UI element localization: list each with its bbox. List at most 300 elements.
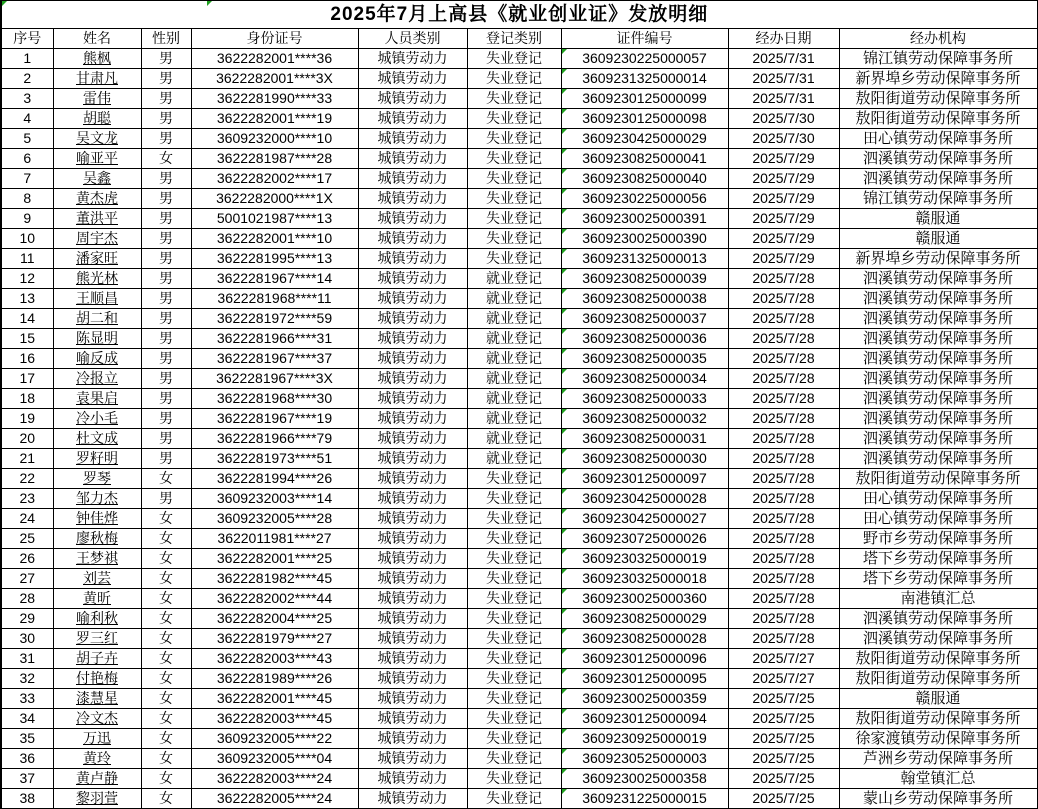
cell-gender[interactable]: 男 xyxy=(141,209,191,229)
cell-name[interactable]: 罗琴 xyxy=(53,469,141,489)
cell-agency[interactable]: 南港镇汇总 xyxy=(839,589,1037,609)
cell-handle-date[interactable]: 2025/7/27 xyxy=(728,649,839,669)
cell-handle-date[interactable]: 2025/7/28 xyxy=(728,609,839,629)
cell-id-number[interactable]: 3622281966****79 xyxy=(191,429,358,449)
cell-agency[interactable]: 芦洲乡劳动保障事务所 xyxy=(839,749,1037,769)
cell-id-number[interactable]: 3622282002****44 xyxy=(191,589,358,609)
cell-id-number[interactable]: 3609232005****22 xyxy=(191,729,358,749)
cell-person-type[interactable]: 城镇劳动力 xyxy=(358,369,467,389)
cell-gender[interactable]: 男 xyxy=(141,349,191,369)
cell-handle-date[interactable]: 2025/7/28 xyxy=(728,629,839,649)
cell-id-number[interactable]: 3609232005****28 xyxy=(191,509,358,529)
cell-id-number[interactable]: 3622281989****26 xyxy=(191,669,358,689)
cell-cert-number[interactable]: 3609230825000029 xyxy=(561,609,728,629)
cell-person-type[interactable]: 城镇劳动力 xyxy=(358,549,467,569)
cell-person-type[interactable]: 城镇劳动力 xyxy=(358,389,467,409)
cell-name[interactable]: 万迅 xyxy=(53,729,141,749)
cell-register-type[interactable]: 失业登记 xyxy=(467,529,561,549)
cell-id-number[interactable]: 3622282001****25 xyxy=(191,549,358,569)
cell-register-type[interactable]: 失业登记 xyxy=(467,469,561,489)
cell-cert-number[interactable]: 3609230125000098 xyxy=(561,109,728,129)
cell-agency[interactable]: 泗溪镇劳动保障事务所 xyxy=(839,409,1037,429)
cell-agency[interactable]: 泗溪镇劳动保障事务所 xyxy=(839,389,1037,409)
cell-seq[interactable]: 4 xyxy=(1,109,53,129)
cell-person-type[interactable]: 城镇劳动力 xyxy=(358,409,467,429)
sheet-title-cell[interactable] xyxy=(1,1,1037,29)
cell-handle-date[interactable]: 2025/7/28 xyxy=(728,469,839,489)
cell-person-type[interactable]: 城镇劳动力 xyxy=(358,569,467,589)
cell-agency[interactable]: 赣服通 xyxy=(839,229,1037,249)
cell-cert-number[interactable]: 3609230025000360 xyxy=(561,589,728,609)
cell-name[interactable]: 甘肃凡 xyxy=(53,69,141,89)
cell-person-type[interactable]: 城镇劳动力 xyxy=(358,89,467,109)
cell-register-type[interactable]: 就业登记 xyxy=(467,369,561,389)
cell-register-type[interactable]: 失业登记 xyxy=(467,69,561,89)
cell-person-type[interactable]: 城镇劳动力 xyxy=(358,209,467,229)
cell-person-type[interactable]: 城镇劳动力 xyxy=(358,609,467,629)
cell-cert-number[interactable]: 3609230125000099 xyxy=(561,89,728,109)
cell-id-number[interactable]: 3622281968****11 xyxy=(191,289,358,309)
cell-agency[interactable]: 敖阳街道劳动保障事务所 xyxy=(839,89,1037,109)
cell-register-type[interactable]: 失业登记 xyxy=(467,549,561,569)
cell-name[interactable]: 黄玲 xyxy=(53,749,141,769)
cell-person-type[interactable]: 城镇劳动力 xyxy=(358,189,467,209)
cell-name[interactable]: 黄杰虎 xyxy=(53,189,141,209)
cell-gender[interactable]: 女 xyxy=(141,689,191,709)
cell-cert-number[interactable]: 3609230225000057 xyxy=(561,49,728,69)
cell-seq[interactable]: 30 xyxy=(1,629,53,649)
column-header-5[interactable]: 人员类别 xyxy=(358,29,467,49)
cell-seq[interactable]: 20 xyxy=(1,429,53,449)
cell-name[interactable]: 喻利秋 xyxy=(53,609,141,629)
cell-gender[interactable]: 女 xyxy=(141,569,191,589)
cell-register-type[interactable]: 失业登记 xyxy=(467,649,561,669)
cell-id-number[interactable]: 5001021987****13 xyxy=(191,209,358,229)
cell-gender[interactable]: 女 xyxy=(141,769,191,789)
cell-gender[interactable]: 男 xyxy=(141,389,191,409)
cell-gender[interactable]: 男 xyxy=(141,89,191,109)
cell-id-number[interactable]: 3609232000****10 xyxy=(191,129,358,149)
cell-gender[interactable]: 男 xyxy=(141,329,191,349)
cell-agency[interactable]: 赣服通 xyxy=(839,689,1037,709)
cell-cert-number[interactable]: 3609230125000094 xyxy=(561,709,728,729)
column-header-8[interactable]: 经办日期 xyxy=(728,29,839,49)
cell-name[interactable]: 冷小毛 xyxy=(53,409,141,429)
cell-seq[interactable]: 24 xyxy=(1,509,53,529)
cell-agency[interactable]: 泗溪镇劳动保障事务所 xyxy=(839,309,1037,329)
cell-gender[interactable]: 男 xyxy=(141,169,191,189)
cell-id-number[interactable]: 3622281967****37 xyxy=(191,349,358,369)
cell-cert-number[interactable]: 3609230325000019 xyxy=(561,549,728,569)
cell-seq[interactable]: 8 xyxy=(1,189,53,209)
cell-id-number[interactable]: 3622282001****3X xyxy=(191,69,358,89)
cell-gender[interactable]: 女 xyxy=(141,649,191,669)
cell-seq[interactable]: 21 xyxy=(1,449,53,469)
cell-person-type[interactable]: 城镇劳动力 xyxy=(358,169,467,189)
cell-gender[interactable]: 女 xyxy=(141,709,191,729)
cell-handle-date[interactable]: 2025/7/31 xyxy=(728,89,839,109)
cell-register-type[interactable]: 失业登记 xyxy=(467,729,561,749)
cell-name[interactable]: 吴文龙 xyxy=(53,129,141,149)
cell-cert-number[interactable]: 3609230825000032 xyxy=(561,409,728,429)
cell-agency[interactable]: 敖阳街道劳动保障事务所 xyxy=(839,649,1037,669)
cell-seq[interactable]: 16 xyxy=(1,349,53,369)
cell-name[interactable]: 熊枫 xyxy=(53,49,141,69)
cell-id-number[interactable]: 3622282004****25 xyxy=(191,609,358,629)
cell-gender[interactable]: 女 xyxy=(141,669,191,689)
cell-person-type[interactable]: 城镇劳动力 xyxy=(358,689,467,709)
cell-seq[interactable]: 9 xyxy=(1,209,53,229)
cell-agency[interactable]: 田心镇劳动保障事务所 xyxy=(839,129,1037,149)
cell-name[interactable]: 黄昕 xyxy=(53,589,141,609)
column-header-2[interactable]: 姓名 xyxy=(53,29,141,49)
cell-name[interactable]: 钟佳烨 xyxy=(53,509,141,529)
cell-seq[interactable]: 22 xyxy=(1,469,53,489)
cell-person-type[interactable]: 城镇劳动力 xyxy=(358,309,467,329)
cell-seq[interactable]: 2 xyxy=(1,69,53,89)
cell-cert-number[interactable]: 3609230925000019 xyxy=(561,729,728,749)
cell-name[interactable]: 罗籽明 xyxy=(53,449,141,469)
cell-id-number[interactable]: 3622282000****1X xyxy=(191,189,358,209)
cell-gender[interactable]: 男 xyxy=(141,269,191,289)
cell-register-type[interactable]: 就业登记 xyxy=(467,269,561,289)
cell-id-number[interactable]: 3622281994****26 xyxy=(191,469,358,489)
cell-handle-date[interactable]: 2025/7/29 xyxy=(728,189,839,209)
cell-cert-number[interactable]: 3609230825000035 xyxy=(561,349,728,369)
cell-id-number[interactable]: 3622282003****45 xyxy=(191,709,358,729)
cell-gender[interactable]: 女 xyxy=(141,149,191,169)
cell-agency[interactable]: 蒙山乡劳动保障事务所 xyxy=(839,789,1037,809)
cell-agency[interactable]: 敖阳街道劳动保障事务所 xyxy=(839,469,1037,489)
cell-agency[interactable]: 泗溪镇劳动保障事务所 xyxy=(839,329,1037,349)
cell-name[interactable]: 陈显明 xyxy=(53,329,141,349)
cell-id-number[interactable]: 3622281979****27 xyxy=(191,629,358,649)
cell-person-type[interactable]: 城镇劳动力 xyxy=(358,229,467,249)
cell-handle-date[interactable]: 2025/7/28 xyxy=(728,349,839,369)
cell-id-number[interactable]: 3622281995****13 xyxy=(191,249,358,269)
cell-agency[interactable]: 敖阳街道劳动保障事务所 xyxy=(839,669,1037,689)
cell-name[interactable]: 熊光林 xyxy=(53,269,141,289)
cell-seq[interactable]: 33 xyxy=(1,689,53,709)
cell-agency[interactable]: 泗溪镇劳动保障事务所 xyxy=(839,289,1037,309)
cell-register-type[interactable]: 就业登记 xyxy=(467,449,561,469)
cell-cert-number[interactable]: 3609231325000013 xyxy=(561,249,728,269)
cell-cert-number[interactable]: 3609230525000003 xyxy=(561,749,728,769)
cell-cert-number[interactable]: 3609230825000030 xyxy=(561,449,728,469)
cell-register-type[interactable]: 失业登记 xyxy=(467,149,561,169)
cell-gender[interactable]: 男 xyxy=(141,69,191,89)
cell-handle-date[interactable]: 2025/7/28 xyxy=(728,549,839,569)
cell-id-number[interactable]: 3622282001****45 xyxy=(191,689,358,709)
cell-gender[interactable]: 女 xyxy=(141,549,191,569)
cell-id-number[interactable]: 3622281968****30 xyxy=(191,389,358,409)
cell-cert-number[interactable]: 3609230025000390 xyxy=(561,229,728,249)
cell-agency[interactable]: 泗溪镇劳动保障事务所 xyxy=(839,629,1037,649)
cell-seq[interactable]: 32 xyxy=(1,669,53,689)
cell-id-number[interactable]: 3622281973****51 xyxy=(191,449,358,469)
cell-register-type[interactable]: 失业登记 xyxy=(467,129,561,149)
cell-register-type[interactable]: 失业登记 xyxy=(467,709,561,729)
cell-handle-date[interactable]: 2025/7/29 xyxy=(728,229,839,249)
cell-name[interactable]: 黄卢静 xyxy=(53,769,141,789)
cell-gender[interactable]: 男 xyxy=(141,429,191,449)
cell-handle-date[interactable]: 2025/7/28 xyxy=(728,589,839,609)
cell-seq[interactable]: 10 xyxy=(1,229,53,249)
cell-seq[interactable]: 19 xyxy=(1,409,53,429)
cell-register-type[interactable]: 失业登记 xyxy=(467,629,561,649)
cell-name[interactable]: 漆慧星 xyxy=(53,689,141,709)
cell-agency[interactable]: 新界埠乡劳动保障事务所 xyxy=(839,69,1037,89)
cell-gender[interactable]: 女 xyxy=(141,469,191,489)
cell-gender[interactable]: 男 xyxy=(141,249,191,269)
cell-id-number[interactable]: 3622281990****33 xyxy=(191,89,358,109)
cell-gender[interactable]: 男 xyxy=(141,309,191,329)
column-header-6[interactable]: 登记类别 xyxy=(467,29,561,49)
cell-person-type[interactable]: 城镇劳动力 xyxy=(358,289,467,309)
cell-id-number[interactable]: 3622282001****19 xyxy=(191,109,358,129)
cell-name[interactable]: 董洪平 xyxy=(53,209,141,229)
cell-cert-number[interactable]: 3609230025000358 xyxy=(561,769,728,789)
cell-seq[interactable]: 35 xyxy=(1,729,53,749)
cell-person-type[interactable]: 城镇劳动力 xyxy=(358,269,467,289)
cell-person-type[interactable]: 城镇劳动力 xyxy=(358,129,467,149)
cell-person-type[interactable]: 城镇劳动力 xyxy=(358,769,467,789)
cell-gender[interactable]: 男 xyxy=(141,449,191,469)
cell-cert-number[interactable]: 3609230825000037 xyxy=(561,309,728,329)
cell-register-type[interactable]: 失业登记 xyxy=(467,189,561,209)
cell-name[interactable]: 袁果启 xyxy=(53,389,141,409)
cell-gender[interactable]: 男 xyxy=(141,49,191,69)
cell-person-type[interactable]: 城镇劳动力 xyxy=(358,149,467,169)
column-header-7[interactable]: 证件编号 xyxy=(561,29,728,49)
cell-person-type[interactable]: 城镇劳动力 xyxy=(358,749,467,769)
cell-seq[interactable]: 29 xyxy=(1,609,53,629)
cell-handle-date[interactable]: 2025/7/28 xyxy=(728,369,839,389)
cell-agency[interactable]: 泗溪镇劳动保障事务所 xyxy=(839,169,1037,189)
cell-handle-date[interactable]: 2025/7/25 xyxy=(728,789,839,809)
cell-person-type[interactable]: 城镇劳动力 xyxy=(358,509,467,529)
cell-person-type[interactable]: 城镇劳动力 xyxy=(358,489,467,509)
cell-cert-number[interactable]: 3609230025000391 xyxy=(561,209,728,229)
cell-person-type[interactable]: 城镇劳动力 xyxy=(358,729,467,749)
cell-name[interactable]: 胡二和 xyxy=(53,309,141,329)
column-header-3[interactable]: 性别 xyxy=(141,29,191,49)
cell-id-number[interactable]: 3622282001****10 xyxy=(191,229,358,249)
cell-seq[interactable]: 7 xyxy=(1,169,53,189)
cell-id-number[interactable]: 3622281987****28 xyxy=(191,149,358,169)
cell-name[interactable]: 雷伟 xyxy=(53,89,141,109)
cell-seq[interactable]: 17 xyxy=(1,369,53,389)
cell-cert-number[interactable]: 3609230825000034 xyxy=(561,369,728,389)
cell-agency[interactable]: 泗溪镇劳动保障事务所 xyxy=(839,349,1037,369)
cell-id-number[interactable]: 3622281982****45 xyxy=(191,569,358,589)
column-header-1[interactable]: 序号 xyxy=(1,29,53,49)
cell-agency[interactable]: 田心镇劳动保障事务所 xyxy=(839,509,1037,529)
cell-cert-number[interactable]: 3609230325000018 xyxy=(561,569,728,589)
column-header-4[interactable]: 身份证号 xyxy=(191,29,358,49)
cell-person-type[interactable]: 城镇劳动力 xyxy=(358,349,467,369)
cell-gender[interactable]: 男 xyxy=(141,129,191,149)
cell-register-type[interactable]: 失业登记 xyxy=(467,589,561,609)
cell-cert-number[interactable]: 3609230825000033 xyxy=(561,389,728,409)
cell-register-type[interactable]: 失业登记 xyxy=(467,669,561,689)
cell-handle-date[interactable]: 2025/7/28 xyxy=(728,429,839,449)
cell-id-number[interactable]: 3622011981****27 xyxy=(191,529,358,549)
cell-person-type[interactable]: 城镇劳动力 xyxy=(358,649,467,669)
cell-id-number[interactable]: 3622282002****17 xyxy=(191,169,358,189)
cell-cert-number[interactable]: 3609230225000056 xyxy=(561,189,728,209)
cell-register-type[interactable]: 失业登记 xyxy=(467,769,561,789)
cell-agency[interactable]: 敖阳街道劳动保障事务所 xyxy=(839,109,1037,129)
cell-register-type[interactable]: 失业登记 xyxy=(467,509,561,529)
cell-person-type[interactable]: 城镇劳动力 xyxy=(358,469,467,489)
cell-agency[interactable]: 泗溪镇劳动保障事务所 xyxy=(839,609,1037,629)
cell-seq[interactable]: 6 xyxy=(1,149,53,169)
cell-id-number[interactable]: 3622281966****31 xyxy=(191,329,358,349)
cell-seq[interactable]: 36 xyxy=(1,749,53,769)
cell-person-type[interactable]: 城镇劳动力 xyxy=(358,249,467,269)
cell-seq[interactable]: 13 xyxy=(1,289,53,309)
cell-id-number[interactable]: 3609232005****04 xyxy=(191,749,358,769)
cell-cert-number[interactable]: 3609230825000039 xyxy=(561,269,728,289)
cell-agency[interactable]: 赣服通 xyxy=(839,209,1037,229)
cell-handle-date[interactable]: 2025/7/28 xyxy=(728,409,839,429)
cell-handle-date[interactable]: 2025/7/25 xyxy=(728,729,839,749)
cell-id-number[interactable]: 3609232003****14 xyxy=(191,489,358,509)
cell-seq[interactable]: 28 xyxy=(1,589,53,609)
cell-cert-number[interactable]: 3609230725000026 xyxy=(561,529,728,549)
cell-seq[interactable]: 18 xyxy=(1,389,53,409)
cell-id-number[interactable]: 3622281967****14 xyxy=(191,269,358,289)
cell-register-type[interactable]: 失业登记 xyxy=(467,489,561,509)
cell-register-type[interactable]: 就业登记 xyxy=(467,409,561,429)
cell-register-type[interactable]: 失业登记 xyxy=(467,209,561,229)
column-header-9[interactable]: 经办机构 xyxy=(839,29,1037,49)
cell-cert-number[interactable]: 3609230125000096 xyxy=(561,649,728,669)
cell-handle-date[interactable]: 2025/7/27 xyxy=(728,669,839,689)
cell-agency[interactable]: 泗溪镇劳动保障事务所 xyxy=(839,429,1037,449)
cell-name[interactable]: 杜文成 xyxy=(53,429,141,449)
cell-person-type[interactable]: 城镇劳动力 xyxy=(358,669,467,689)
cell-handle-date[interactable]: 2025/7/29 xyxy=(728,149,839,169)
cell-cert-number[interactable]: 3609230825000028 xyxy=(561,629,728,649)
cell-person-type[interactable]: 城镇劳动力 xyxy=(358,449,467,469)
cell-name[interactable]: 廖秋梅 xyxy=(53,529,141,549)
cell-agency[interactable]: 翰堂镇汇总 xyxy=(839,769,1037,789)
cell-person-type[interactable]: 城镇劳动力 xyxy=(358,529,467,549)
cell-cert-number[interactable]: 3609230125000095 xyxy=(561,669,728,689)
cell-seq[interactable]: 31 xyxy=(1,649,53,669)
cell-cert-number[interactable]: 3609230825000031 xyxy=(561,429,728,449)
cell-register-type[interactable]: 就业登记 xyxy=(467,309,561,329)
cell-person-type[interactable]: 城镇劳动力 xyxy=(358,49,467,69)
cell-gender[interactable]: 女 xyxy=(141,749,191,769)
cell-register-type[interactable]: 失业登记 xyxy=(467,249,561,269)
cell-id-number[interactable]: 3622282003****24 xyxy=(191,769,358,789)
cell-agency[interactable]: 塔下乡劳动保障事务所 xyxy=(839,549,1037,569)
cell-gender[interactable]: 女 xyxy=(141,509,191,529)
cell-agency[interactable]: 锦江镇劳动保障事务所 xyxy=(839,49,1037,69)
cell-seq[interactable]: 1 xyxy=(1,49,53,69)
cell-name[interactable]: 邹力杰 xyxy=(53,489,141,509)
cell-seq[interactable]: 27 xyxy=(1,569,53,589)
cell-person-type[interactable]: 城镇劳动力 xyxy=(358,329,467,349)
cell-cert-number[interactable]: 3609230025000359 xyxy=(561,689,728,709)
cell-person-type[interactable]: 城镇劳动力 xyxy=(358,709,467,729)
cell-agency[interactable]: 塔下乡劳动保障事务所 xyxy=(839,569,1037,589)
cell-handle-date[interactable]: 2025/7/29 xyxy=(728,169,839,189)
cell-gender[interactable]: 男 xyxy=(141,409,191,429)
cell-name[interactable]: 胡子卉 xyxy=(53,649,141,669)
cell-register-type[interactable]: 失业登记 xyxy=(467,169,561,189)
cell-id-number[interactable]: 3622282005****24 xyxy=(191,789,358,809)
cell-name[interactable]: 刘芸 xyxy=(53,569,141,589)
cell-handle-date[interactable]: 2025/7/31 xyxy=(728,49,839,69)
cell-seq[interactable]: 5 xyxy=(1,129,53,149)
cell-agency[interactable]: 泗溪镇劳动保障事务所 xyxy=(839,369,1037,389)
cell-person-type[interactable]: 城镇劳动力 xyxy=(358,109,467,129)
cell-name[interactable]: 冷文杰 xyxy=(53,709,141,729)
cell-agency[interactable]: 泗溪镇劳动保障事务所 xyxy=(839,449,1037,469)
cell-id-number[interactable]: 3622281967****3X xyxy=(191,369,358,389)
cell-seq[interactable]: 37 xyxy=(1,769,53,789)
cell-cert-number[interactable]: 3609230825000041 xyxy=(561,149,728,169)
cell-register-type[interactable]: 失业登记 xyxy=(467,89,561,109)
cell-agency[interactable]: 田心镇劳动保障事务所 xyxy=(839,489,1037,509)
cell-gender[interactable]: 女 xyxy=(141,729,191,749)
cell-gender[interactable]: 女 xyxy=(141,589,191,609)
cell-register-type[interactable]: 失业登记 xyxy=(467,749,561,769)
cell-cert-number[interactable]: 3609231325000014 xyxy=(561,69,728,89)
cell-seq[interactable]: 38 xyxy=(1,789,53,809)
cell-cert-number[interactable]: 3609230425000028 xyxy=(561,489,728,509)
cell-register-type[interactable]: 失业登记 xyxy=(467,789,561,809)
cell-handle-date[interactable]: 2025/7/25 xyxy=(728,769,839,789)
cell-cert-number[interactable]: 3609230825000038 xyxy=(561,289,728,309)
cell-agency[interactable]: 敖阳街道劳动保障事务所 xyxy=(839,709,1037,729)
cell-seq[interactable]: 3 xyxy=(1,89,53,109)
cell-name[interactable]: 潘家旺 xyxy=(53,249,141,269)
cell-seq[interactable]: 26 xyxy=(1,549,53,569)
cell-id-number[interactable]: 3622282001****36 xyxy=(191,49,358,69)
cell-agency[interactable]: 野市乡劳动保障事务所 xyxy=(839,529,1037,549)
cell-agency[interactable]: 泗溪镇劳动保障事务所 xyxy=(839,149,1037,169)
cell-person-type[interactable]: 城镇劳动力 xyxy=(358,69,467,89)
cell-name[interactable]: 喻亚平 xyxy=(53,149,141,169)
cell-id-number[interactable]: 3622281972****59 xyxy=(191,309,358,329)
cell-name[interactable]: 罗三红 xyxy=(53,629,141,649)
cell-handle-date[interactable]: 2025/7/31 xyxy=(728,69,839,89)
cell-gender[interactable]: 女 xyxy=(141,629,191,649)
cell-register-type[interactable]: 失业登记 xyxy=(467,229,561,249)
cell-person-type[interactable]: 城镇劳动力 xyxy=(358,789,467,809)
cell-seq[interactable]: 12 xyxy=(1,269,53,289)
cell-seq[interactable]: 25 xyxy=(1,529,53,549)
cell-name[interactable]: 吴鑫 xyxy=(53,169,141,189)
cell-cert-number[interactable]: 3609230825000040 xyxy=(561,169,728,189)
cell-gender[interactable]: 女 xyxy=(141,529,191,549)
cell-gender[interactable]: 女 xyxy=(141,609,191,629)
cell-handle-date[interactable]: 2025/7/25 xyxy=(728,689,839,709)
cell-seq[interactable]: 34 xyxy=(1,709,53,729)
cell-handle-date[interactable]: 2025/7/28 xyxy=(728,529,839,549)
cell-handle-date[interactable]: 2025/7/28 xyxy=(728,309,839,329)
cell-name[interactable]: 王梦祺 xyxy=(53,549,141,569)
cell-name[interactable]: 喻反成 xyxy=(53,349,141,369)
cell-handle-date[interactable]: 2025/7/28 xyxy=(728,329,839,349)
cell-seq[interactable]: 11 xyxy=(1,249,53,269)
cell-agency[interactable]: 泗溪镇劳动保障事务所 xyxy=(839,269,1037,289)
